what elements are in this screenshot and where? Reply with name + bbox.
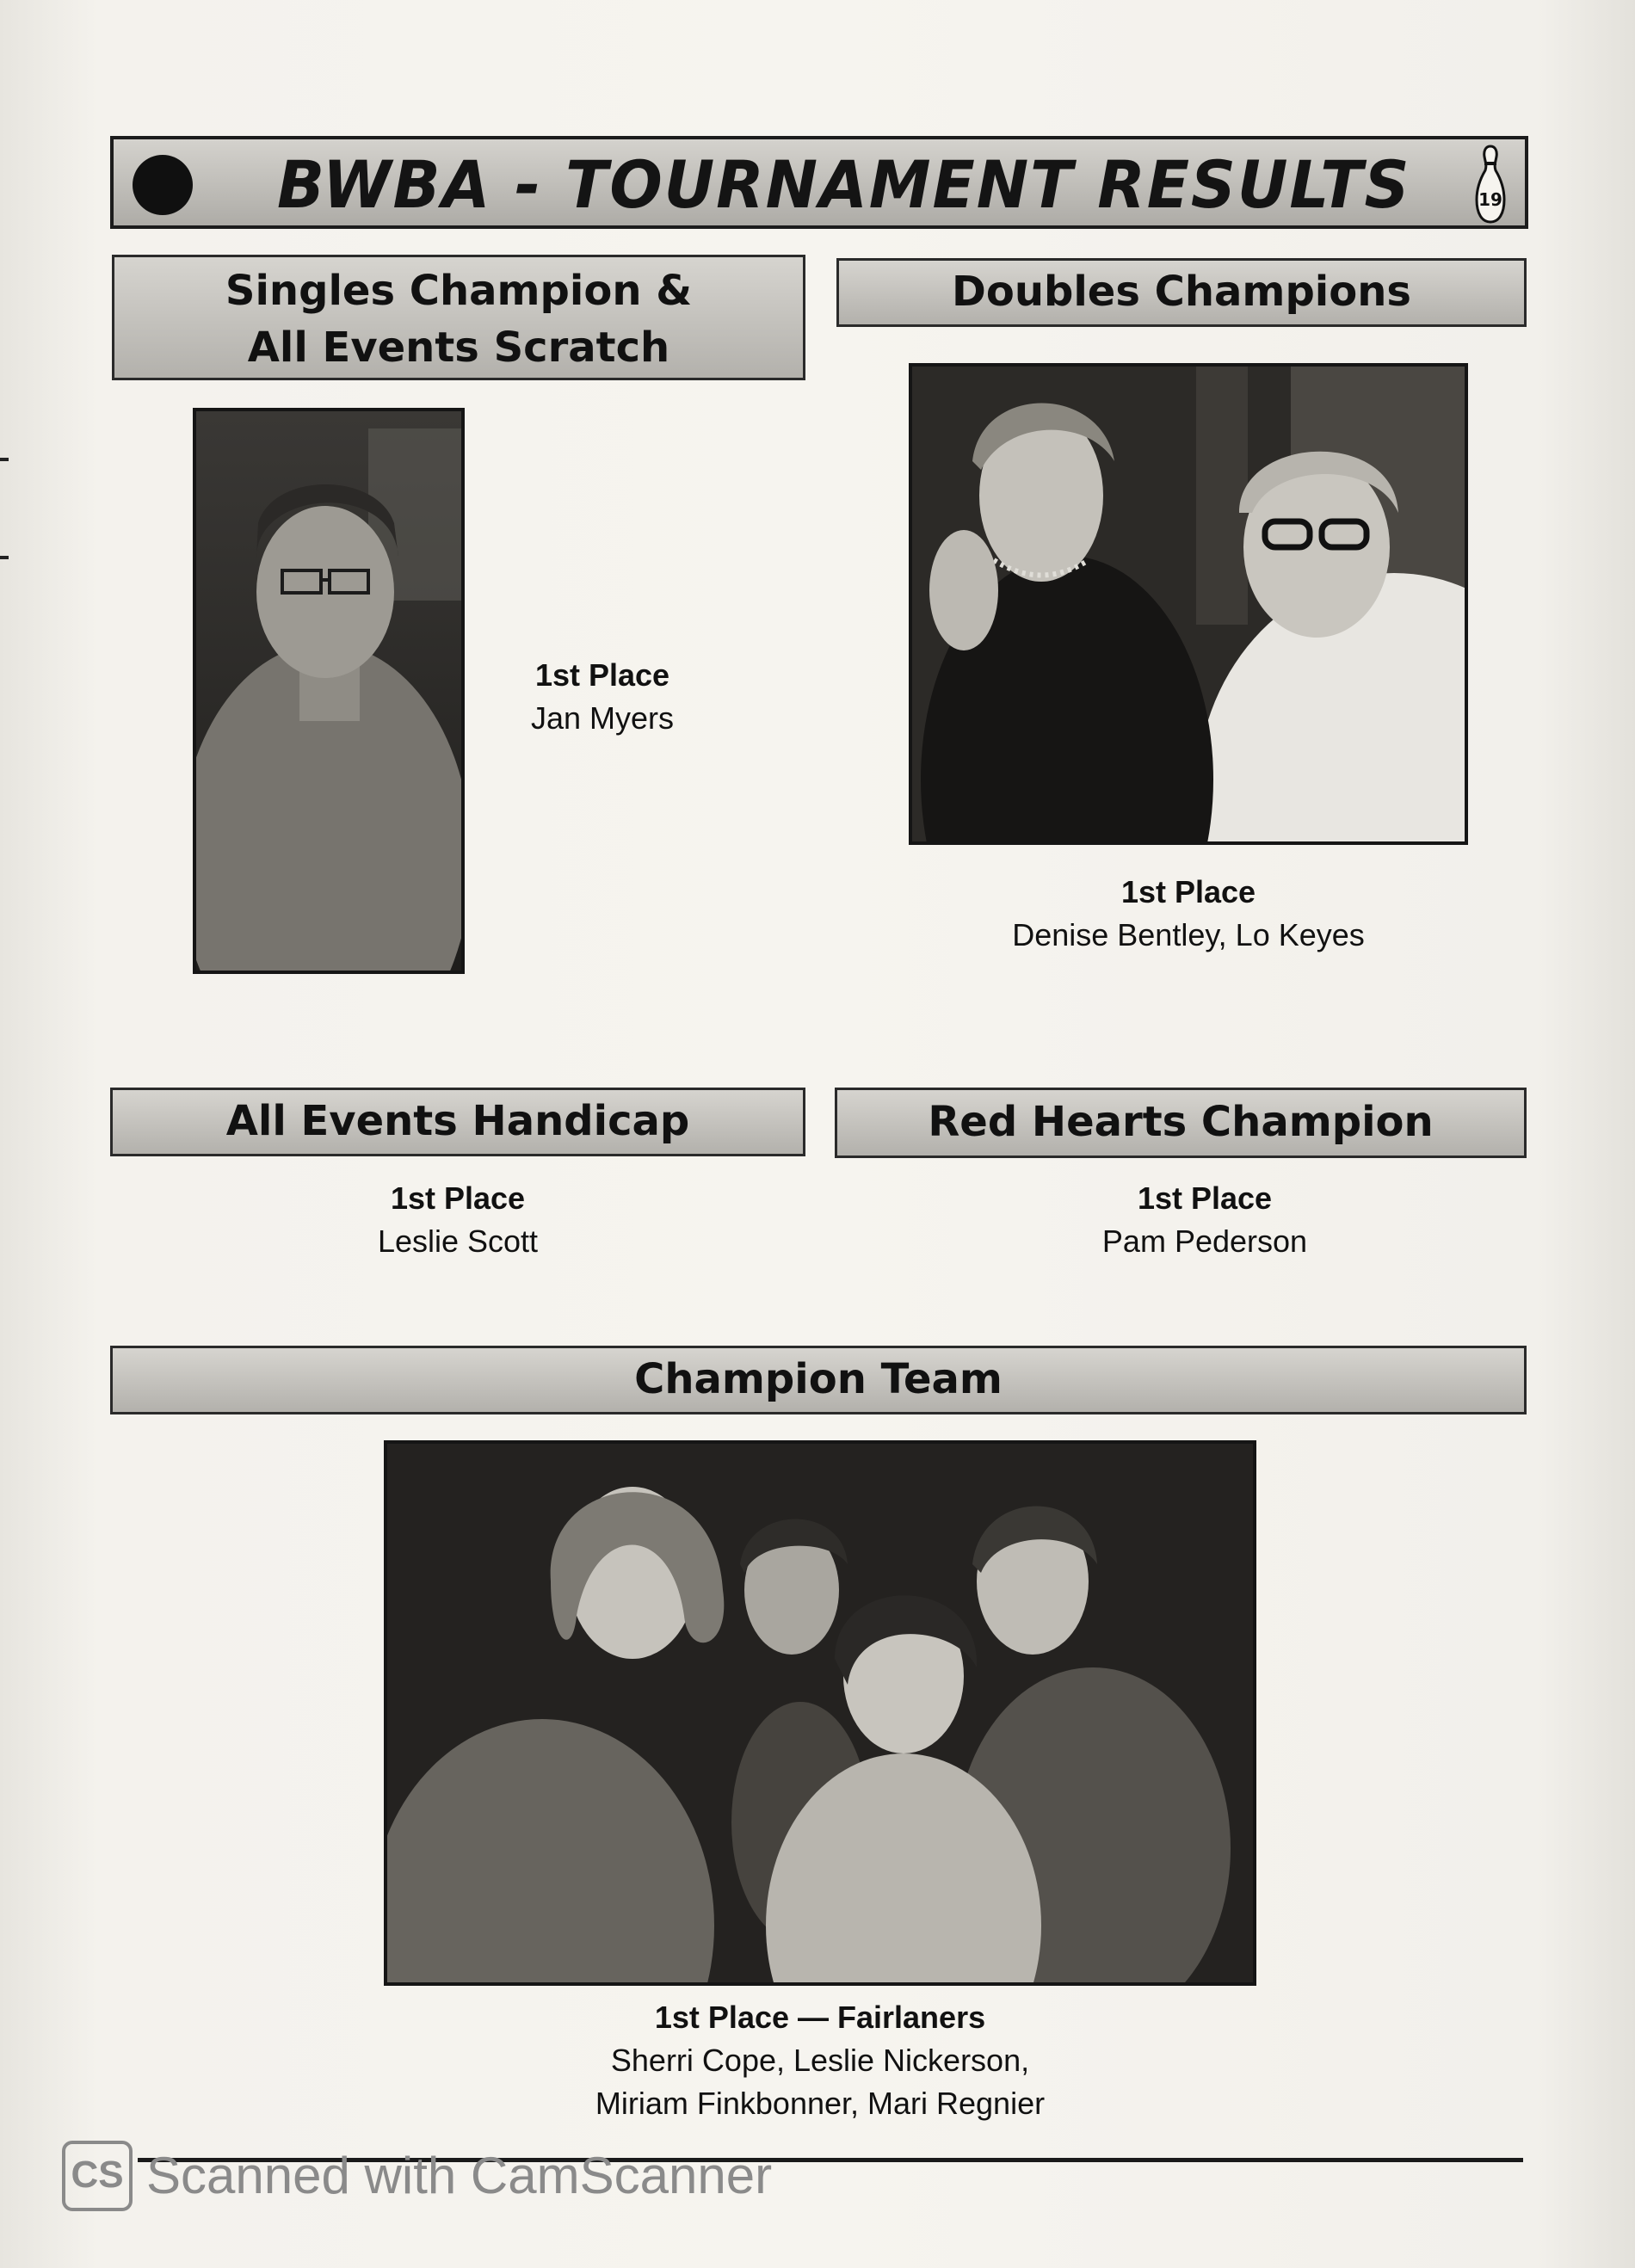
champion-team-place: 1st Place — Fairlaners <box>654 2000 986 2035</box>
champion-team-caption <box>384 1996 1256 2125</box>
all-events-handicap-place: 1st Place <box>390 1180 526 1216</box>
page-title: BWBA - TOURNAMENT RESULTS <box>277 146 1411 223</box>
all-events-handicap-heading: All Events Handicap <box>110 1088 805 1156</box>
doubles-caption <box>909 871 1468 957</box>
red-hearts-place: 1st Place <box>1137 1180 1273 1216</box>
champion-team-names-line2: Miriam Finkbonner, Mari Regnier <box>595 2086 1046 2121</box>
page-edge-mark <box>0 458 9 461</box>
red-hearts-heading: Red Hearts Champion <box>835 1088 1527 1158</box>
bowling-ball-icon <box>133 155 193 215</box>
doubles-heading: Doubles Champions <box>836 258 1527 327</box>
champion-team-photo <box>384 1440 1256 1986</box>
page-edge-mark <box>0 556 9 559</box>
all-events-handicap-winner: Leslie Scott <box>377 1223 539 1259</box>
singles-heading-line1: Singles Champion & <box>225 267 693 315</box>
bowling-pin-icon <box>1470 145 1511 224</box>
doubles-champions-photo <box>909 363 1468 845</box>
champion-team-names-line1: Sherri Cope, Leslie Nickerson, <box>610 2043 1030 2078</box>
red-hearts-caption <box>947 1177 1463 1263</box>
doubles-place: 1st Place <box>1120 874 1256 909</box>
singles-heading-line2: All Events Scratch <box>247 324 670 372</box>
all-events-handicap-caption <box>110 1177 805 1263</box>
camscanner-watermark <box>62 2134 772 2211</box>
watermark-text: Scanned with CamScanner <box>146 2147 773 2205</box>
singles-heading <box>112 255 805 380</box>
singles-place: 1st Place <box>534 657 670 693</box>
champion-team-heading: Champion Team <box>110 1346 1527 1414</box>
singles-winner: Jan Myers <box>530 700 675 736</box>
title-banner <box>110 136 1528 229</box>
red-hearts-winner: Pam Pederson <box>1101 1223 1308 1259</box>
doubles-winners: Denise Bentley, Lo Keyes <box>1012 917 1365 952</box>
page-number: 19 <box>1478 189 1502 210</box>
singles-champion-photo <box>193 408 465 974</box>
singles-caption <box>482 654 723 740</box>
camscanner-logo-icon: CS <box>62 2141 133 2211</box>
